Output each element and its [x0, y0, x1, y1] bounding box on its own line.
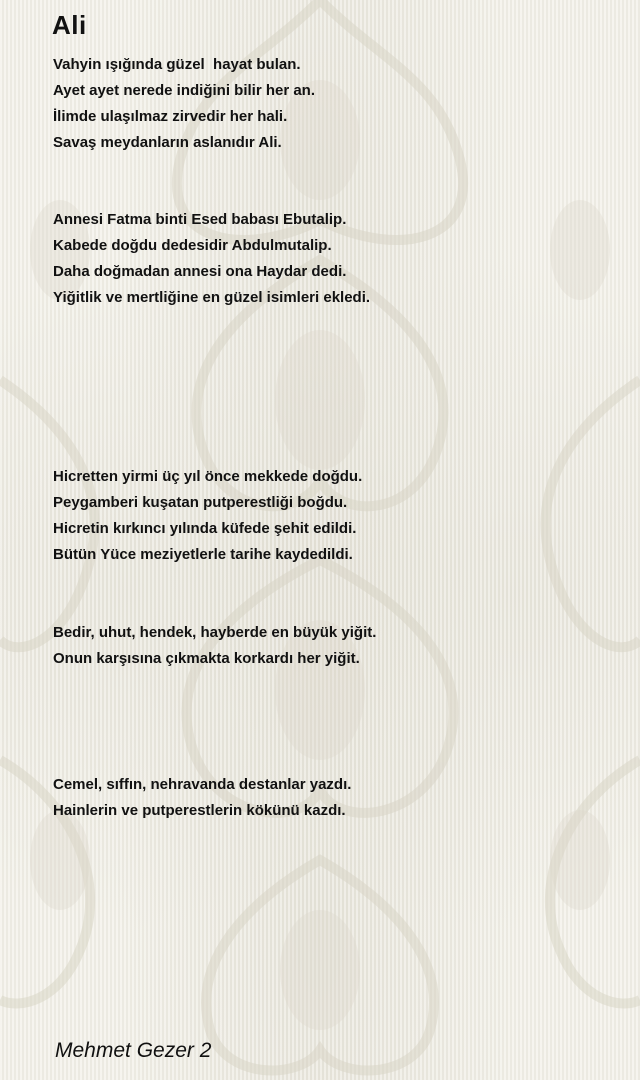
- poem-line: İlimde ulaşılmaz zirvedir her hali.: [53, 108, 288, 125]
- poem-title: Ali: [52, 10, 87, 40]
- poem-line: Yiğitlik ve mertliğine en güzel isimleri ekledi.: [53, 289, 371, 306]
- poem-author: Mehmet Gezer 2: [55, 1039, 212, 1062]
- poem-line: Hicretin kırkıncı yılında küfede şehit edildi.: [53, 520, 357, 537]
- poem-line: Bedir, uhut, hendek, hayberde en büyük yiğit.: [53, 624, 377, 641]
- poem-line: Onun karşısına çıkmakta korkardı her yiğit.: [53, 650, 360, 667]
- poem-line: Bütün Yüce meziyetlerle tarihe kaydedildi.: [53, 546, 353, 563]
- poem-line: Peygamberi kuşatan putperestliği boğdu.: [53, 494, 348, 511]
- poem-line: Hicretten yirmi üç yıl önce mekkede doğdu.: [53, 468, 363, 485]
- poem-line: Cemel, sıffın, nehravanda destanlar yazdı.: [53, 776, 352, 793]
- poem-line: Daha doğmadan annesi ona Haydar dedi.: [53, 263, 347, 280]
- stanza-5: [53, 772, 351, 824]
- poem-line: Savaş meydanların aslanıdır Ali.: [53, 134, 282, 151]
- stanza-4: [53, 620, 376, 672]
- stanza-1: [53, 52, 315, 156]
- stanza-2: [53, 207, 370, 311]
- poem-line: Kabede doğdu dedesidir Abdulmutalip.: [53, 237, 332, 254]
- poem-line: Vahyin ışığında güzel hayat bulan.: [53, 56, 301, 73]
- stanza-3: [53, 464, 362, 568]
- poem-line: Ayet ayet nerede indiğini bilir her an.: [53, 82, 316, 99]
- poem-line: Annesi Fatma binti Esed babası Ebutalip.: [53, 211, 347, 228]
- poem-line: Hainlerin ve putperestlerin kökünü kazdı.: [53, 802, 346, 819]
